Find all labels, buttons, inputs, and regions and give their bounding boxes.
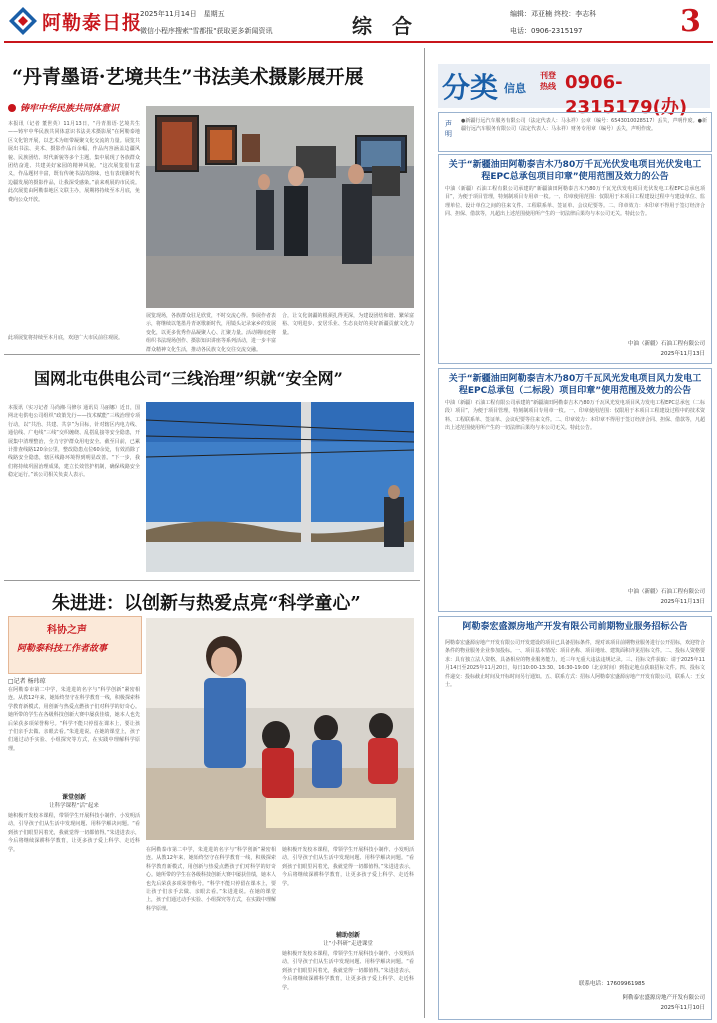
notice1-box <box>438 154 712 364</box>
notice2-box <box>438 368 712 612</box>
notice3-box <box>438 616 712 1020</box>
notice1-title: 关于“新疆油田阿勒泰吉木乃80万千瓦光伏发电项目光伏发电工程EPC总承包项目印章”使用范围及效力的公告 <box>448 160 702 182</box>
article1-kicker-box <box>8 101 148 115</box>
classifieds-label <box>540 70 556 92</box>
notice2-text: 中油（新疆）石油工程有限公司承建的“新疆油田阿勒泰吉木乃80万千瓦风光发电项目风力发电工程EPC总承包（二标段）项目”，为便于项目管理，特刻制项目专用章一枚。一、印章使用范围：仅限用于本项目工程建设过程中的技术资料、工程联系单、签证单、会议纪要等往来文件。二、印章效力：本印章不得用于签订经济合同、担保、借款等，凡超出上述范围使用所产生的一切法律后果均与本公司无关。特此公告。 <box>445 400 706 432</box>
notice1-date: 2025年11月13日 <box>660 351 705 357</box>
masthead-rule <box>4 41 713 43</box>
article1-text-col1b: 此项展览将持续至本月底，欢迎广大市民前往观展。 <box>8 335 124 341</box>
article1-text-col3: 合，让文化润疆的根须扎得更深，为建设团结和谐、繁荣富裕、文明进步、安居乐业、生态良好的美好新疆贡献文化力量。 <box>282 313 414 336</box>
notice3-signature: 阿勒泰宏盛源房地产开发有限公司 <box>622 995 705 1001</box>
newspaper-logo-icon <box>8 6 38 36</box>
column-banner <box>8 616 142 674</box>
article1-text-col1: 本报讯（记者 董世英）11月13日，“丹青墨语·艺境共生——铸牢中华民族共同体意识书法美术摄影展”在阿勒泰地区文化馆开展，以艺术为纽带凝聚文化交流的力量。展览共展出书法、美术、摄影作品百余幅，作品内容涵盖边疆风貌、民族团结、时代新貌等多个主题，集中展现了各族群众团结奋进、共建美好家园的精神风貌。“这次展览很有意义，作品题材丰富，既有传统书法的韵味，也有表现新时代边疆发展的摄影作品，让我深受感染。”前来观展的市民说。此次展览由阿勒泰地区文联主办，展期将持续至本月底，免费向公众开放。 <box>8 121 140 203</box>
article3-byline: □记者 杨玮琼 <box>8 678 46 685</box>
article1-photo <box>146 106 414 308</box>
article3-subhead2: 辅助创新 <box>335 932 360 939</box>
page-number: 3 <box>680 4 701 39</box>
classifieds-subtitle: 信息 <box>504 82 526 95</box>
article2-text: 本报讯（实习记者 马尚湘·马修尔 通讯员 马丽娜）近日，国网北屯供电公司组织“政策先行——技术赋能”三线治理专项行动，以“共治、共建、共享”为目标，针对辖区内电力线、通信线、广电线“三线”交织缠绕、乱搭乱接等安全隐患，开展集中清理整治，全力守护群众用电安全。截至目前，已累计排查线路120余公里，整改隐患点位60余处，有效消除了线路安全隐患，辖区线路环境得到明显改善。“下一步，我们将持续巩固治理成果，建立长效管护机制，确保线路安全稳定运行。”该公司相关负责人表示。 <box>8 405 140 479</box>
statement-label: 声明 <box>445 120 452 138</box>
article2-headline: 国网北屯供电公司“三线治理”织就“安全网” <box>34 369 343 388</box>
article3-subhead1: 课堂创新 <box>61 794 86 801</box>
article1-kicker: 铸牢中华民族共同体意识 <box>20 104 120 114</box>
classifieds-phone: 0906-2315179(办) <box>565 72 688 118</box>
notice2-title: 关于“新疆油田阿勒泰吉木乃80万千瓦风光发电项目风力发电工程EPC总承包（二标段）项目印章”使用范围及效力的公告 <box>448 374 702 396</box>
article3-text-col1b: 她积极开发校本课程，带领学生开展科技小制作、小发明活动，引导孩子们从生活中发现问题、用科学解决问题。“看到孩子们眼里闪着光，我就觉得一切都值得。”朱进进表示，今后将继续深耕科学教育，让更多孩子爱上科学、走近科学。 <box>8 813 140 853</box>
statement-box <box>438 112 712 152</box>
date-line: 2025年11月14日 星期五 <box>140 10 225 18</box>
article3-text-col3: 她积极开发校本课程，带领学生开展科技小制作、小发明活动，引导孩子们从生活中发现问题、用科学解决问题。“看到孩子们眼里闪着光，我就觉得一切都值得。”朱进进表示，今后将继续深耕科学教育，让更多孩子爱上科学、走近科学。 <box>282 847 414 887</box>
classifieds-title: 分类 <box>442 71 499 104</box>
article3-text-col3b: 她积极开发校本课程，带领学生开展科技小制作、小发明活动，引导孩子们从生活中发现问题、用科学解决问题。“看到孩子们眼里闪着光，我就觉得一切都值得。”朱进进表示，今后将继续深耕科学教育，让更多孩子爱上科学、走近科学。 <box>282 951 414 991</box>
article3-subhead1-line: 让科学课程“活”起来 <box>49 803 99 809</box>
article-divider <box>4 354 420 355</box>
notice1-text: 中油（新疆）石油工程有限公司承建的“新疆油田阿勒泰吉木乃80万千瓦光伏发电项目光伏发电工程EPC总承包项目”，为便于项目管理，特刻制项目专用章一枚。一、印章使用范围：仅限用于本项目工程建设过程中与建设单位、监理单位、设计单位之间的往来文件、工程联系单、签证单、会议纪要等。二、印章效力：本印章不得用于签订经济合同、担保、借款等，凡超出上述范围使用所产生的一切法律后果均与本公司无关。特此公告。 <box>445 186 705 218</box>
column-divider <box>424 48 425 1018</box>
classifieds-label-top: 刊登 <box>540 71 556 80</box>
editorial-phone: 电话：0906-2315197 <box>510 27 583 35</box>
article3-text-col1: 在阿勒泰市第二中学，朱进进的名字与“科学创新”紧密相连。从教12年来，她始终坚守在科学教育一线，积极探索科学教育新模式，用创新与热爱点燃孩子们对科学的好奇心。她所带的学生在各级科技创新大赛中屡获佳绩，她本人也先后荣获多项荣誉称号。“科学不能只停留在课本上，要让孩子们亲手去做、亲眼去看。”朱进进说。在她的课堂上，孩子们通过动手实验、小组探究等方式，在实践中理解科学原理。 <box>8 687 140 752</box>
statement-text: ●新疆行远汽车服务有限公司（法定代表人：马永祥）公章（编号：6543010028517）丢失，声明作废。●新疆行远汽车服务有限公司（法定代表人：马永祥）财务专用章（编号）丢失，声明作废。 <box>461 118 707 133</box>
notice3-date: 2025年11月10日 <box>660 1005 705 1011</box>
notice2-signature: 中油（新疆）石油工程有限公司 <box>627 589 705 595</box>
notice2-date: 2025年11月13日 <box>660 599 705 605</box>
notice3-contact-phone: 联系电话：17609961985 <box>579 981 645 987</box>
article-divider <box>4 580 420 581</box>
article3-photo <box>146 618 414 840</box>
paper-name: 阿勒泰日报 <box>42 12 143 34</box>
article1-text-col2: 展览现场，各族群众驻足欣赏，不时交流心得。参展作者表示，将继续以笔墨丹青讴歌新时代，用镜头记录家乡的发展变化，以更多优秀作品凝聚人心、汇聚力量。活动期间还将组织书法现场创作、摄影知识讲座等系列活动，进一步丰富群众精神文化生活，推动各民族文化交往交流交融。 <box>146 313 277 353</box>
column-title: 科协之声 <box>47 625 87 636</box>
notice3-title: 阿勒泰宏盛源房地产开发有限公司前期物业服务招标公告 <box>462 622 688 632</box>
notice3-text: 阿勒泰宏盛源房地产开发有限公司开发建设的项目已具备招标条件，现对该项目前期物业服务进行公开招标，欢迎符合条件的物业服务企业参加投标。一、项目基本情况：项目名称、项目地址、建筑面积详见招标文件。二、投标人资格要求：具有独立法人资格，具备相应的物业服务能力，近三年无重大违法违规记录。三、招标文件获取：请于2025年11月14日至2025年11月20日，每日10:00-13:30、16:30-19:00（北京时间）到指定地点获取招标文件。四、投标文件递交：投标截止时间及开标时间另行通知。五、联系方式：招标人阿勒泰宏盛源房地产开发有限公司，联系人：王女士。 <box>445 640 706 689</box>
article3-text-col2: 在阿勒泰市第二中学，朱进进的名字与“科学创新”紧密相连。从教12年来，她始终坚守在科学教育一线，积极探索科学教育新模式，用创新与热爱点燃孩子们对科学的好奇心。她所带的学生在各级科技创新大赛中屡获佳绩，她本人也先后荣获多项荣誉称号。“科学不能只停留在课本上，要让孩子们亲手去做、亲眼去看。”朱进进说。在她的课堂上，孩子们通过动手实验、小组探究等方式，在实践中理解科学原理。 <box>146 847 277 912</box>
notice1-signature: 中油（新疆）石油工程有限公司 <box>627 341 705 347</box>
subscribe-line: 微信小程序搜索"雪都报"获取更多新闻资讯 <box>140 27 273 35</box>
classifieds-label-bottom: 热线 <box>540 82 556 91</box>
editors-line: 编辑：邓亚楠 终校：李志科 <box>510 10 597 18</box>
section-title: 综 合 <box>352 14 412 38</box>
kicker-dot-icon <box>8 104 16 112</box>
article3-subhead2-line: 让“小科研”走进课堂 <box>323 941 373 947</box>
article3-headline: 朱进进：以创新与热爱点亮“科学童心” <box>52 593 361 614</box>
column-subtitle: 阿勒泰科技工作者故事 <box>17 644 108 654</box>
article2-photo <box>146 402 414 572</box>
article1-headline: “丹青墨语·艺境共生”书法美术摄影展开展 <box>12 66 364 88</box>
